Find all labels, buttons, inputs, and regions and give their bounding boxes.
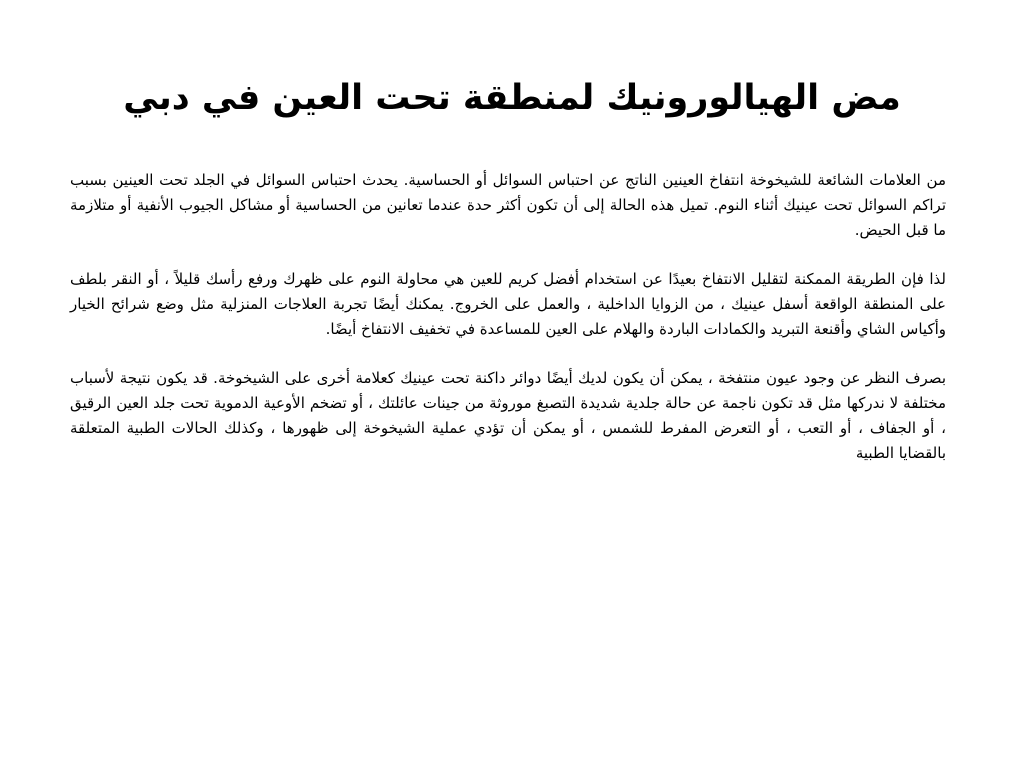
- paragraph-dark-circles: بصرف النظر عن وجود عيون منتفخة ، يمكن أن يكون لديك أيضًا دوائر داكنة تحت عينيك كعلامة أخرى على الشيخوخة. قد يكون نتيجة لأسباب مختلفة لا ندركها مثل قد تكون ناجمة عن حالة جلدية شديدة التصبغ موروثة من جينات عائلتك ، أو تضخم الأوعية الدموية تحت جلد العين الرقيق ، أو الجفاف ، أو التعب ، أو التعرض المفرط للشمس ، أو يمكن أن تؤدي عملية الشيخوخة إلى ظهورها ، وكذلك الحالات الطبية المتعلقة بالقضايا الطبية: [70, 369, 946, 462]
- paragraph-reduce-puffiness: لذا فإن الطريقة الممكنة لتقليل الانتفاخ بعيدًا عن استخدام أفضل كريم للعين هي محاولة النوم على ظهرك ورفع رأسك قليلاً ، أو النقر بلطف على المنطقة الواقعة أسفل عينيك ، من الزوايا الداخلية ، والعمل على الخروج. يمكنك أيضًا تجربة العلاجات المنزلية مثل وضع شرائح الخيار وأكياس الشاي وأقنعة التبريد والكمادات الباردة والهلام على العين للمساعدة في تخفيف الانتفاخ أيضًا.: [70, 270, 946, 338]
- slide-title: مض الهيالورونيك لمنطقة تحت العين في دبي: [123, 78, 901, 118]
- paragraph-puffy-eyes: من العلامات الشائعة للشيخوخة انتفاخ العينين الناتج عن احتباس السوائل أو الحساسية. يحدث احتباس السوائل في الجلد تحت العينين بسبب تراكم السوائل تحت عينيك أثناء النوم. تميل هذه الحالة إلى أن تكون أكثر حدة عندما تعانين من الحساسية أو مشاكل الجيوب الأنفية أو متلازمة ما قبل الحيض.: [70, 171, 946, 239]
- slide-body: [70, 168, 946, 490]
